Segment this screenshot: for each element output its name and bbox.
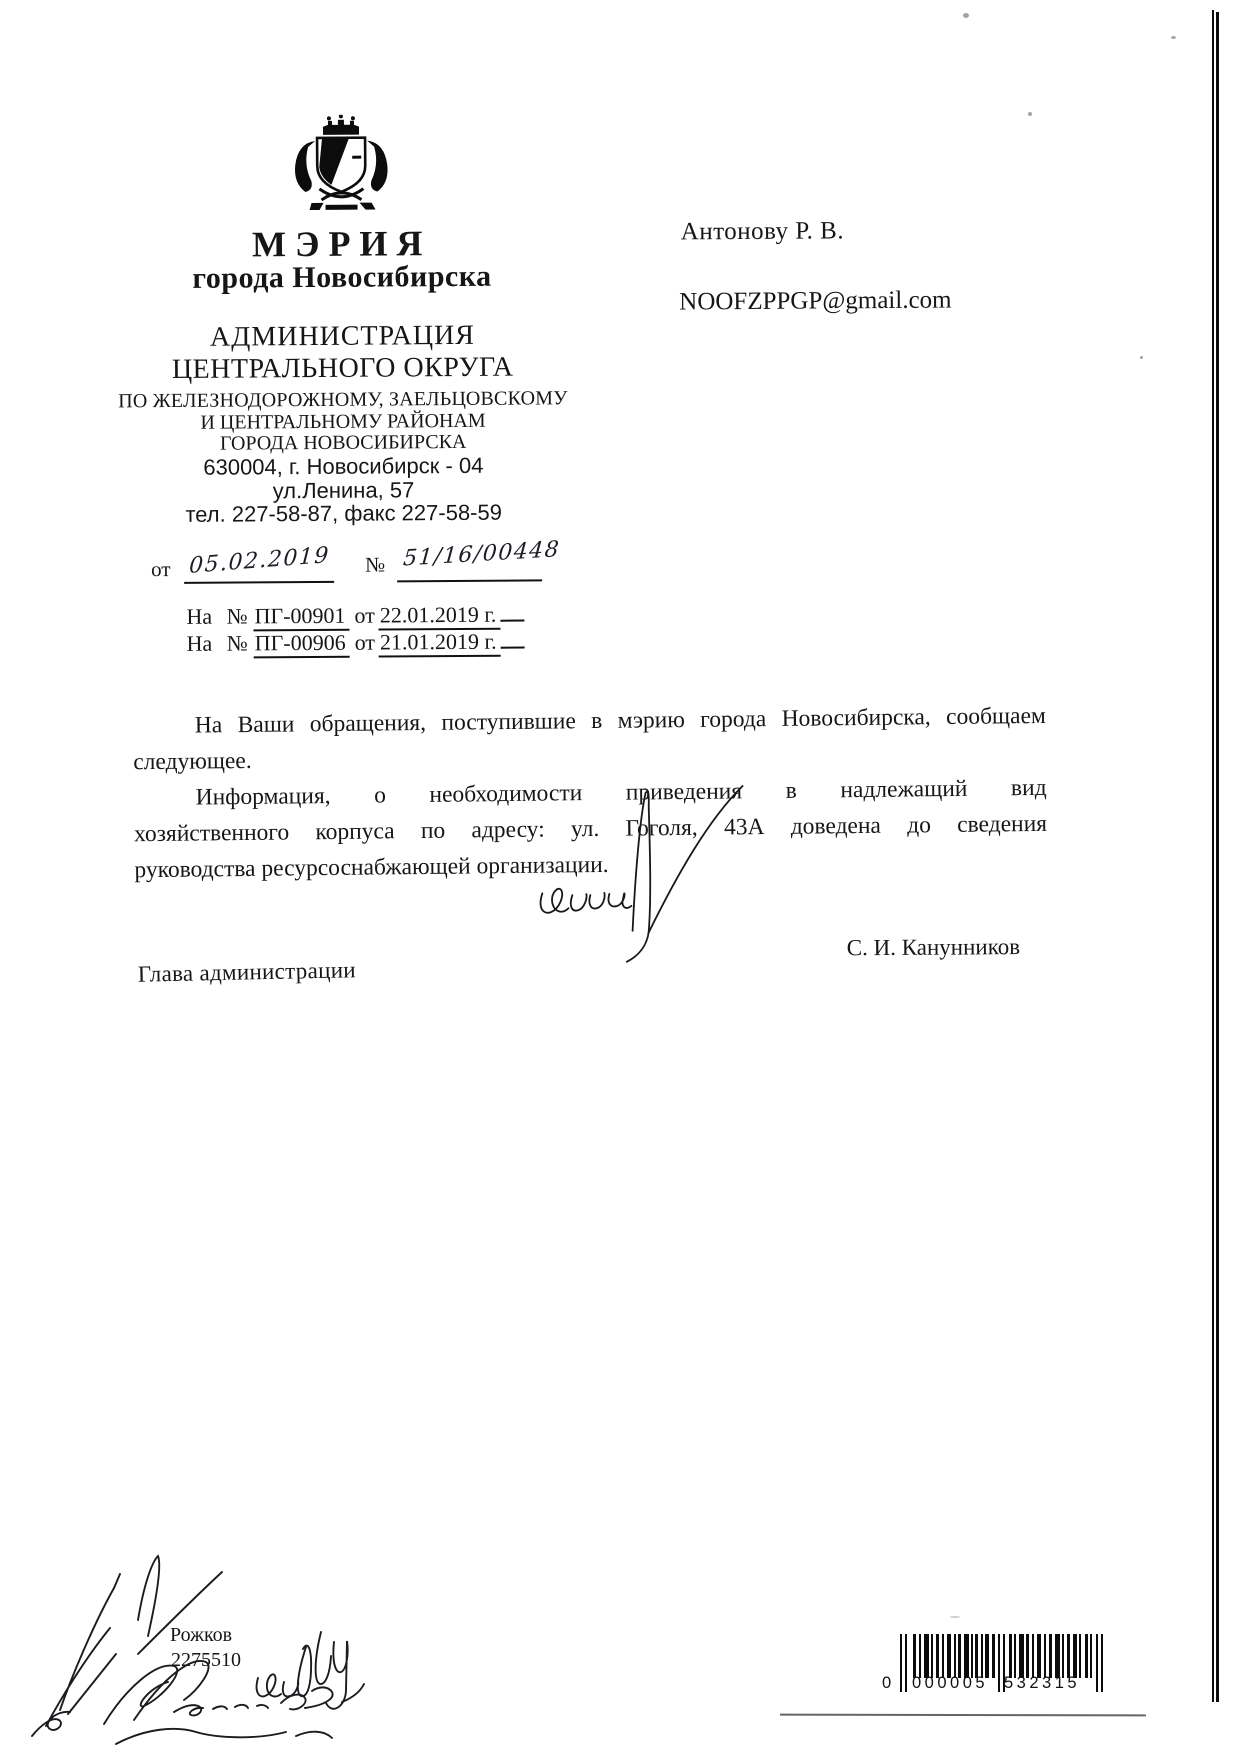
incoming-ref-line-1 xyxy=(186,602,524,630)
incoming-ref-label: На № xyxy=(186,630,248,656)
outgoing-date-underline xyxy=(184,581,334,584)
incoming-ref-date: 22.01.2019 г. xyxy=(379,602,501,631)
incoming-ref-number: ПГ-00906 xyxy=(254,630,350,659)
incoming-ref-from-label: от xyxy=(354,629,376,655)
handwritten-outgoing-number: 51/16/00448 xyxy=(402,537,562,572)
barcode-digit-group: 000005 xyxy=(912,1674,989,1692)
scan-speck xyxy=(1140,356,1143,359)
recipient-name: Антонову Р. В. xyxy=(680,217,845,246)
body-line: хозяйственного корпуса по адресу: ул. Гоголя, 43А доведена до сведения xyxy=(133,810,1048,848)
incoming-ref-from-label: от xyxy=(354,602,375,628)
signer-name: С. И. Канунников xyxy=(846,934,1021,961)
signer-title: Глава администрации xyxy=(137,957,357,987)
handwritten-outgoing-date: 05.02.2019 xyxy=(188,542,331,579)
org-postal-address: 630004, г. Новосибирск - 04 xyxy=(203,452,484,480)
incoming-ref-label: На № xyxy=(186,603,248,629)
body-line: руководства ресурсоснабжающей организации. xyxy=(134,851,609,884)
signature-ink-icon xyxy=(536,780,752,966)
footer-signatures-ink-icon xyxy=(26,1540,406,1754)
barcode-digit-group: 0 xyxy=(882,1674,895,1692)
org-title-line1: МЭРИЯ xyxy=(251,223,432,265)
org-subtitle-line2: ЦЕНТРАЛЬНОГО ОКРУГА xyxy=(171,351,514,385)
barcode-digit-group: 532315 xyxy=(1004,1674,1081,1692)
incoming-ref-date: 21.01.2019 г. xyxy=(379,629,501,658)
outgoing-number-underline xyxy=(397,579,542,582)
incoming-ref-line-2 xyxy=(186,629,524,657)
body-line: Информация, о необходимости приведения в надлежащий вид xyxy=(195,774,1047,811)
outgoing-number-label: № xyxy=(364,552,386,577)
incoming-ref-underline-tail xyxy=(500,605,524,622)
scan-speck xyxy=(963,13,969,18)
org-title-line2: города Новосибирска xyxy=(192,259,492,295)
org-subtitle-line1: АДМИНИСТРАЦИЯ xyxy=(209,319,476,353)
incoming-ref-number: ПГ-00901 xyxy=(253,603,349,632)
body-line: На Ваши обращения, поступившие в мэрию города Новосибирска, сообщаем xyxy=(194,702,1046,739)
scan-speck xyxy=(950,1616,960,1618)
incoming-ref-underline-tail xyxy=(500,632,524,649)
executor-name: Рожков xyxy=(170,1624,233,1646)
org-street-address: ул.Ленина, 57 xyxy=(272,477,415,504)
scan-edge-line xyxy=(1212,10,1214,1702)
org-districts-line1: ПО ЖЕЛЕЗНОДОРОЖНОМУ, ЗАЕЛЬЦОВСКОМУ xyxy=(118,387,568,413)
novosibirsk-coat-of-arms-icon xyxy=(289,114,394,215)
letterhead xyxy=(105,1,575,527)
org-districts-line2: И ЦЕНТРАЛЬНОМУ РАЙОНАМ xyxy=(200,409,486,434)
org-phone-fax: тел. 227-58-87, факс 227-58-59 xyxy=(185,499,503,527)
scan-speck xyxy=(1171,36,1176,39)
outgoing-date-label: от xyxy=(150,557,171,582)
body-line: следующее. xyxy=(133,747,252,776)
barcode xyxy=(882,1634,1116,1698)
executor-phone: 2275510 xyxy=(171,1649,241,1671)
scan-edge-line xyxy=(1216,12,1219,1702)
org-districts-line3: ГОРОДА НОВОСИБИРСКА xyxy=(219,430,467,455)
recipient-email: NOOFZPPGP@gmail.com xyxy=(679,286,952,316)
scan-speck xyxy=(1028,112,1032,116)
